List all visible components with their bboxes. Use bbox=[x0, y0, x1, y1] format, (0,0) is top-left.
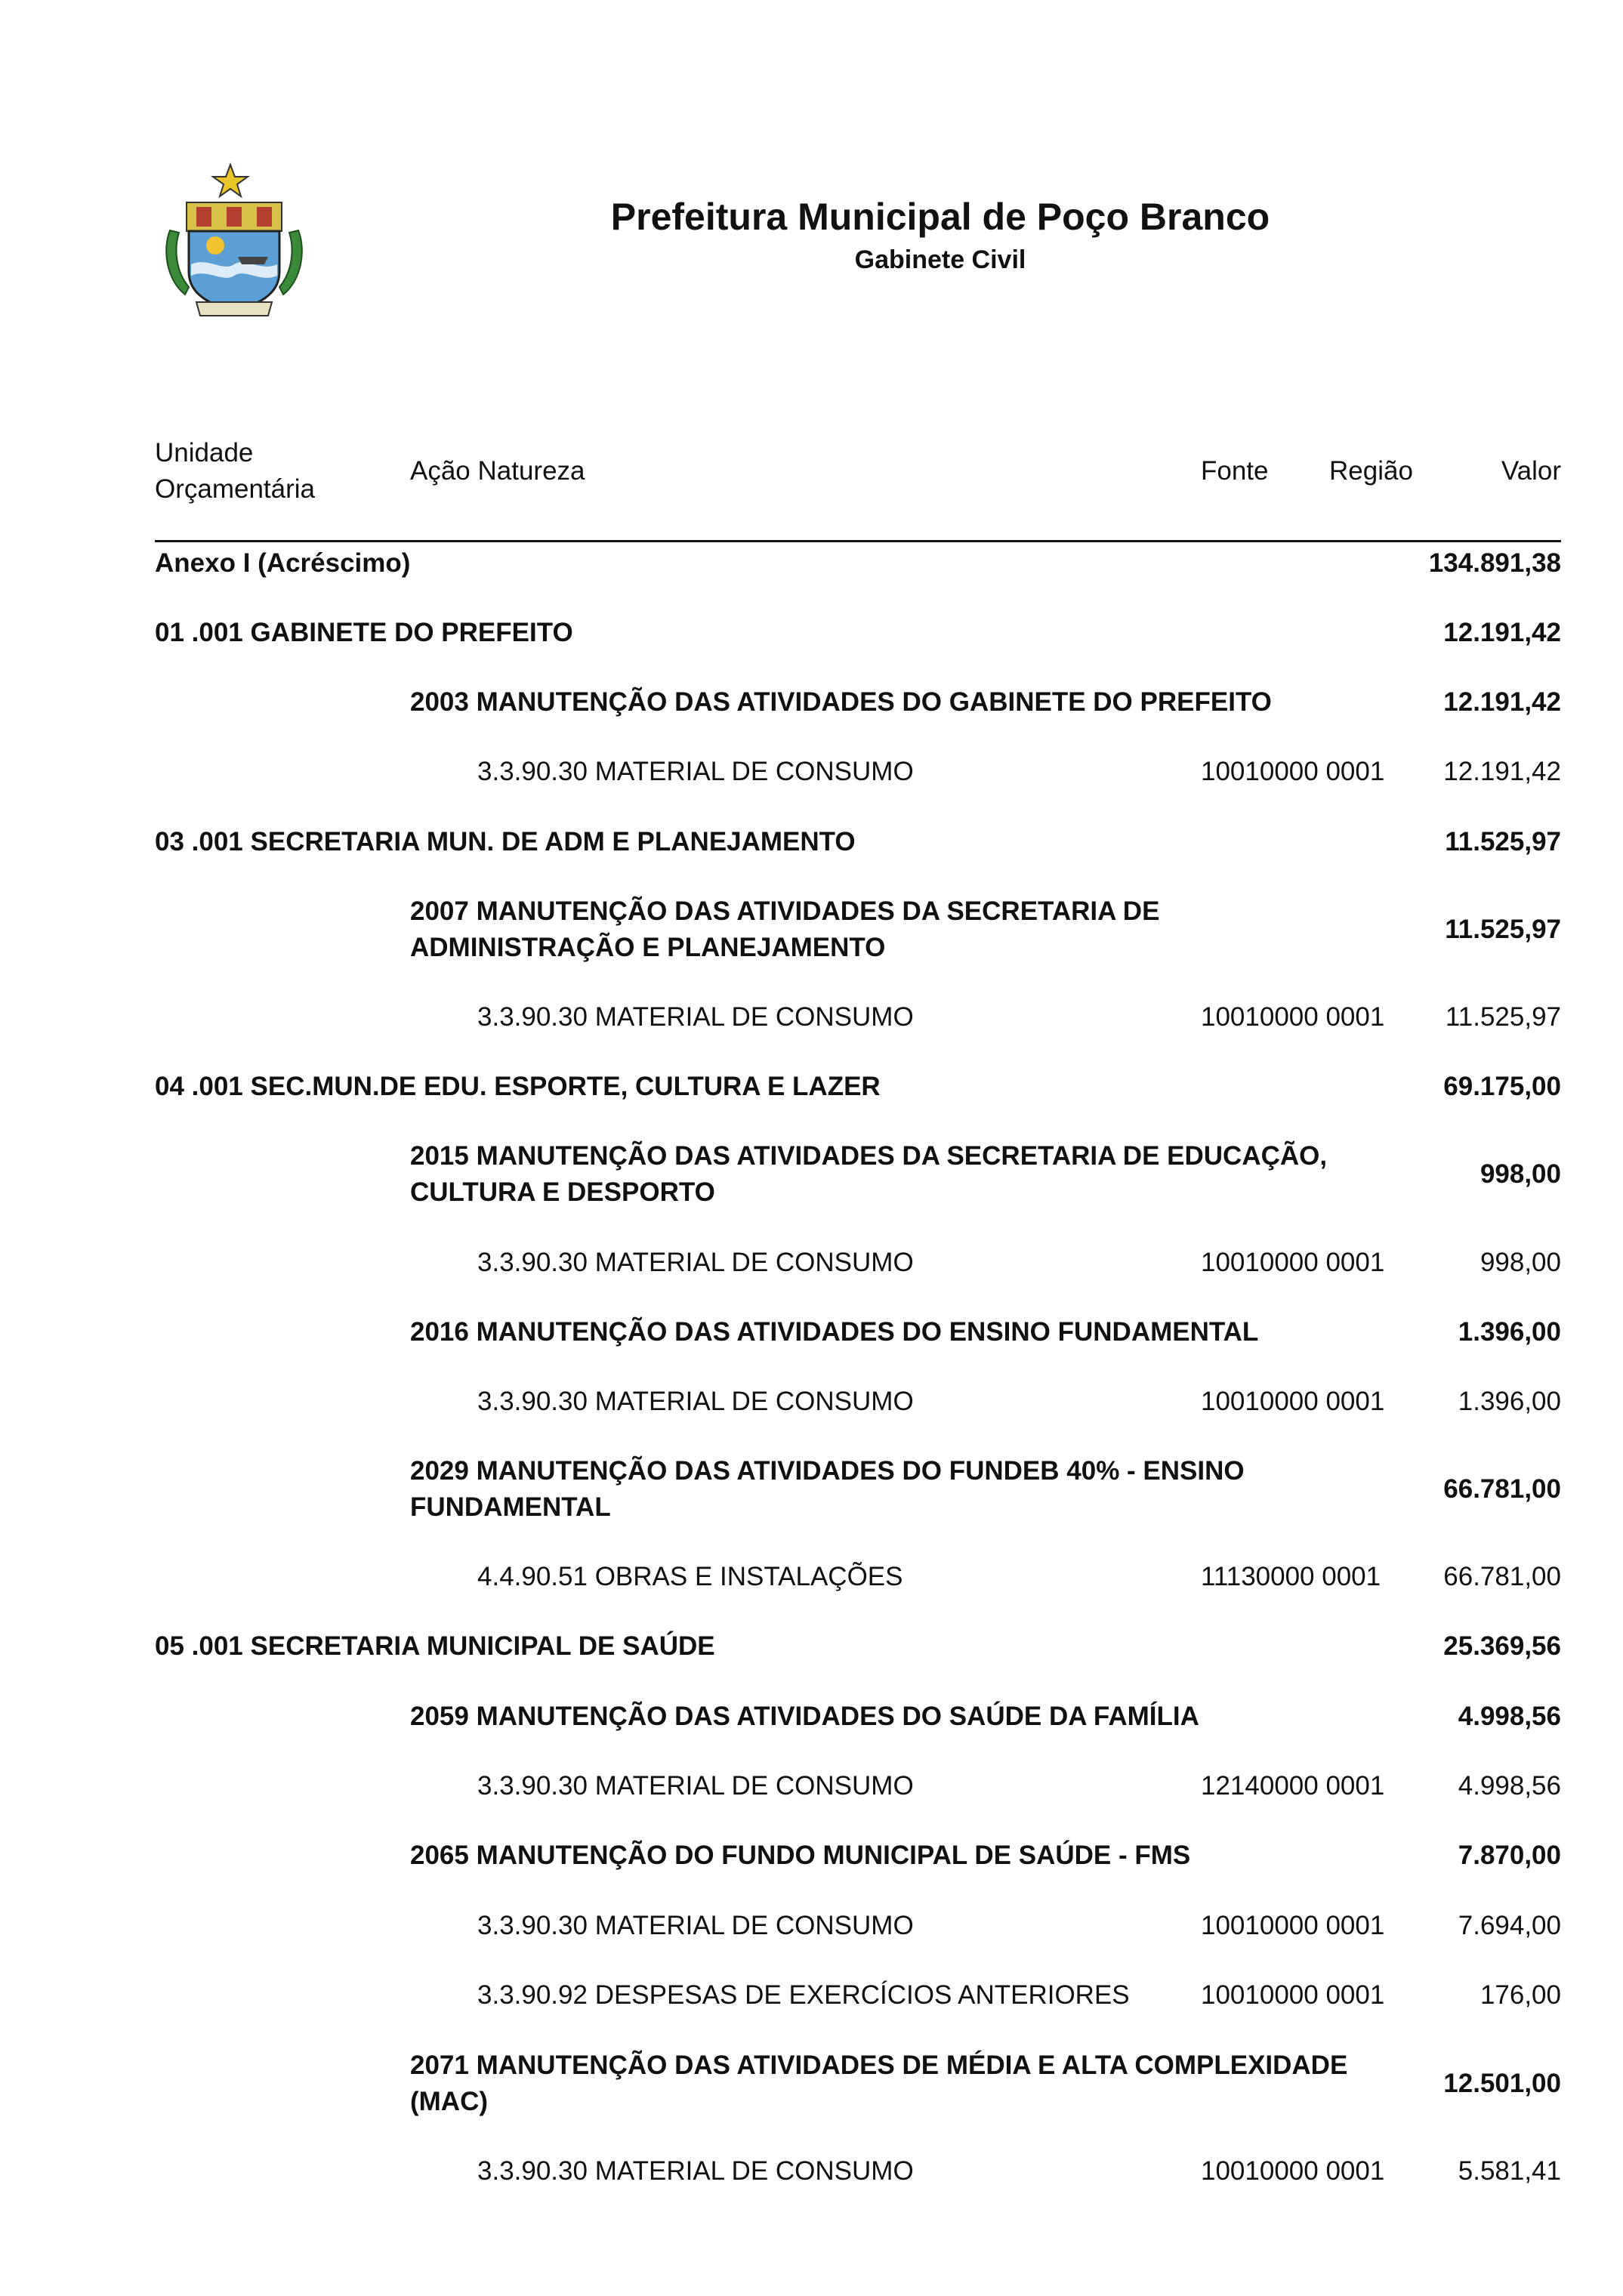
row-description: 2059 MANUTENÇÃO DAS ATIVIDADES DO SAÚDE DA FAMÍLIA bbox=[410, 1702, 1199, 1731]
coat-of-arms-logo bbox=[155, 159, 313, 325]
row-value: 176,00 bbox=[1480, 1980, 1561, 2010]
row-value: 12.191,42 bbox=[1443, 687, 1561, 717]
row-description: 3.3.90.92 DESPESAS DE EXERCÍCIOS ANTERIORES bbox=[477, 1980, 1130, 2010]
row-description: 2015 MANUTENÇÃO DAS ATIVIDADES DA SECRETARIA DE EDUCAÇÃO, bbox=[410, 1141, 1328, 1171]
row-description-line2: ADMINISTRAÇÃO E PLANEJAMENTO bbox=[410, 933, 886, 962]
row-fonte: 10010000 0001 bbox=[1201, 1387, 1385, 1416]
row-value: 1.396,00 bbox=[1458, 1387, 1561, 1416]
row-value: 4.998,56 bbox=[1458, 1702, 1561, 1731]
row-value: 4.998,56 bbox=[1458, 1771, 1561, 1801]
row-description: 2071 MANUTENÇÃO DAS ATIVIDADES DE MÉDIA E ALTA COMPLEXIDADE bbox=[410, 2051, 1348, 2080]
star-icon bbox=[213, 165, 248, 196]
row-fonte: 10010000 0001 bbox=[1201, 1911, 1385, 1940]
row-description-line2: FUNDAMENTAL bbox=[410, 1492, 611, 1522]
row-value: 12.501,00 bbox=[1443, 2069, 1561, 2098]
row-value: 11.525,97 bbox=[1445, 827, 1561, 856]
row-description: 01 .001 GABINETE DO PREFEITO bbox=[155, 618, 573, 647]
row-fonte: 10010000 0001 bbox=[1201, 1002, 1385, 1032]
row-description: 3.3.90.30 MATERIAL DE CONSUMO bbox=[477, 1248, 914, 1277]
row-value: 11.525,97 bbox=[1445, 915, 1561, 944]
row-value: 1.396,00 bbox=[1458, 1317, 1561, 1347]
row-fonte: 10010000 0001 bbox=[1201, 1980, 1385, 2010]
row-description: 3.3.90.30 MATERIAL DE CONSUMO bbox=[477, 1387, 914, 1416]
row-value: 7.870,00 bbox=[1458, 1841, 1561, 1870]
column-header-unidade-line2: Orçamentária bbox=[155, 474, 316, 504]
row-description: 4.4.90.51 OBRAS E INSTALAÇÕES bbox=[477, 1562, 903, 1591]
row-value: 69.175,00 bbox=[1443, 1072, 1561, 1101]
column-header-fonte: Fonte bbox=[1201, 456, 1269, 486]
column-header-regiao: Região bbox=[1329, 456, 1413, 486]
row-value: 5.581,41 bbox=[1458, 2156, 1561, 2186]
row-description: 03 .001 SECRETARIA MUN. DE ADM E PLANEJAMENTO bbox=[155, 827, 856, 856]
row-description: Anexo I (Acréscimo) bbox=[155, 548, 411, 578]
row-fonte: 10010000 0001 bbox=[1201, 2156, 1385, 2186]
row-description: 3.3.90.30 MATERIAL DE CONSUMO bbox=[477, 2156, 914, 2186]
page-title: Prefeitura Municipal de Poço Branco bbox=[610, 196, 1270, 238]
row-fonte: 10010000 0001 bbox=[1201, 757, 1385, 786]
row-description: 05 .001 SECRETARIA MUNICIPAL DE SAÚDE bbox=[155, 1631, 715, 1661]
row-description: 04 .001 SEC.MUN.DE EDU. ESPORTE, CULTURA E LAZER bbox=[155, 1072, 881, 1101]
column-header-acao-natureza: Ação Natureza bbox=[410, 456, 585, 486]
column-header-valor: Valor bbox=[1501, 456, 1561, 486]
row-fonte: 11130000 0001 bbox=[1201, 1562, 1381, 1591]
row-description: 2016 MANUTENÇÃO DAS ATIVIDADES DO ENSINO FUNDAMENTAL bbox=[410, 1317, 1259, 1347]
row-value: 12.191,42 bbox=[1443, 618, 1561, 647]
row-description-line2: CULTURA E DESPORTO bbox=[410, 1177, 715, 1207]
header-divider bbox=[155, 540, 1561, 542]
row-fonte: 10010000 0001 bbox=[1201, 1248, 1385, 1277]
row-description: 2003 MANUTENÇÃO DAS ATIVIDADES DO GABINETE DO PREFEITO bbox=[410, 687, 1272, 717]
row-value: 66.781,00 bbox=[1443, 1562, 1561, 1591]
page-subtitle: Gabinete Civil bbox=[854, 245, 1026, 274]
row-value: 11.525,97 bbox=[1445, 1002, 1561, 1032]
row-value: 66.781,00 bbox=[1443, 1474, 1561, 1504]
row-description: 3.3.90.30 MATERIAL DE CONSUMO bbox=[477, 1771, 914, 1801]
row-description: 3.3.90.30 MATERIAL DE CONSUMO bbox=[477, 757, 914, 786]
row-value: 998,00 bbox=[1480, 1159, 1561, 1189]
row-description: 2007 MANUTENÇÃO DAS ATIVIDADES DA SECRETARIA DE bbox=[410, 896, 1160, 926]
row-description-line2: (MAC) bbox=[410, 2087, 489, 2116]
row-fonte: 12140000 0001 bbox=[1201, 1771, 1385, 1801]
row-value: 998,00 bbox=[1480, 1248, 1561, 1277]
row-description: 2029 MANUTENÇÃO DAS ATIVIDADES DO FUNDEB 40% - ENSINO bbox=[410, 1456, 1245, 1486]
row-value: 134.891,38 bbox=[1428, 548, 1561, 578]
row-description: 3.3.90.30 MATERIAL DE CONSUMO bbox=[477, 1911, 914, 1940]
row-description: 3.3.90.30 MATERIAL DE CONSUMO bbox=[477, 1002, 914, 1032]
row-value: 12.191,42 bbox=[1443, 757, 1561, 786]
row-description: 2065 MANUTENÇÃO DO FUNDO MUNICIPAL DE SAÚDE - FMS bbox=[410, 1841, 1191, 1870]
column-header-unidade-line1: Unidade bbox=[155, 438, 254, 468]
row-value: 7.694,00 bbox=[1458, 1911, 1561, 1940]
row-value: 25.369,56 bbox=[1443, 1631, 1561, 1661]
